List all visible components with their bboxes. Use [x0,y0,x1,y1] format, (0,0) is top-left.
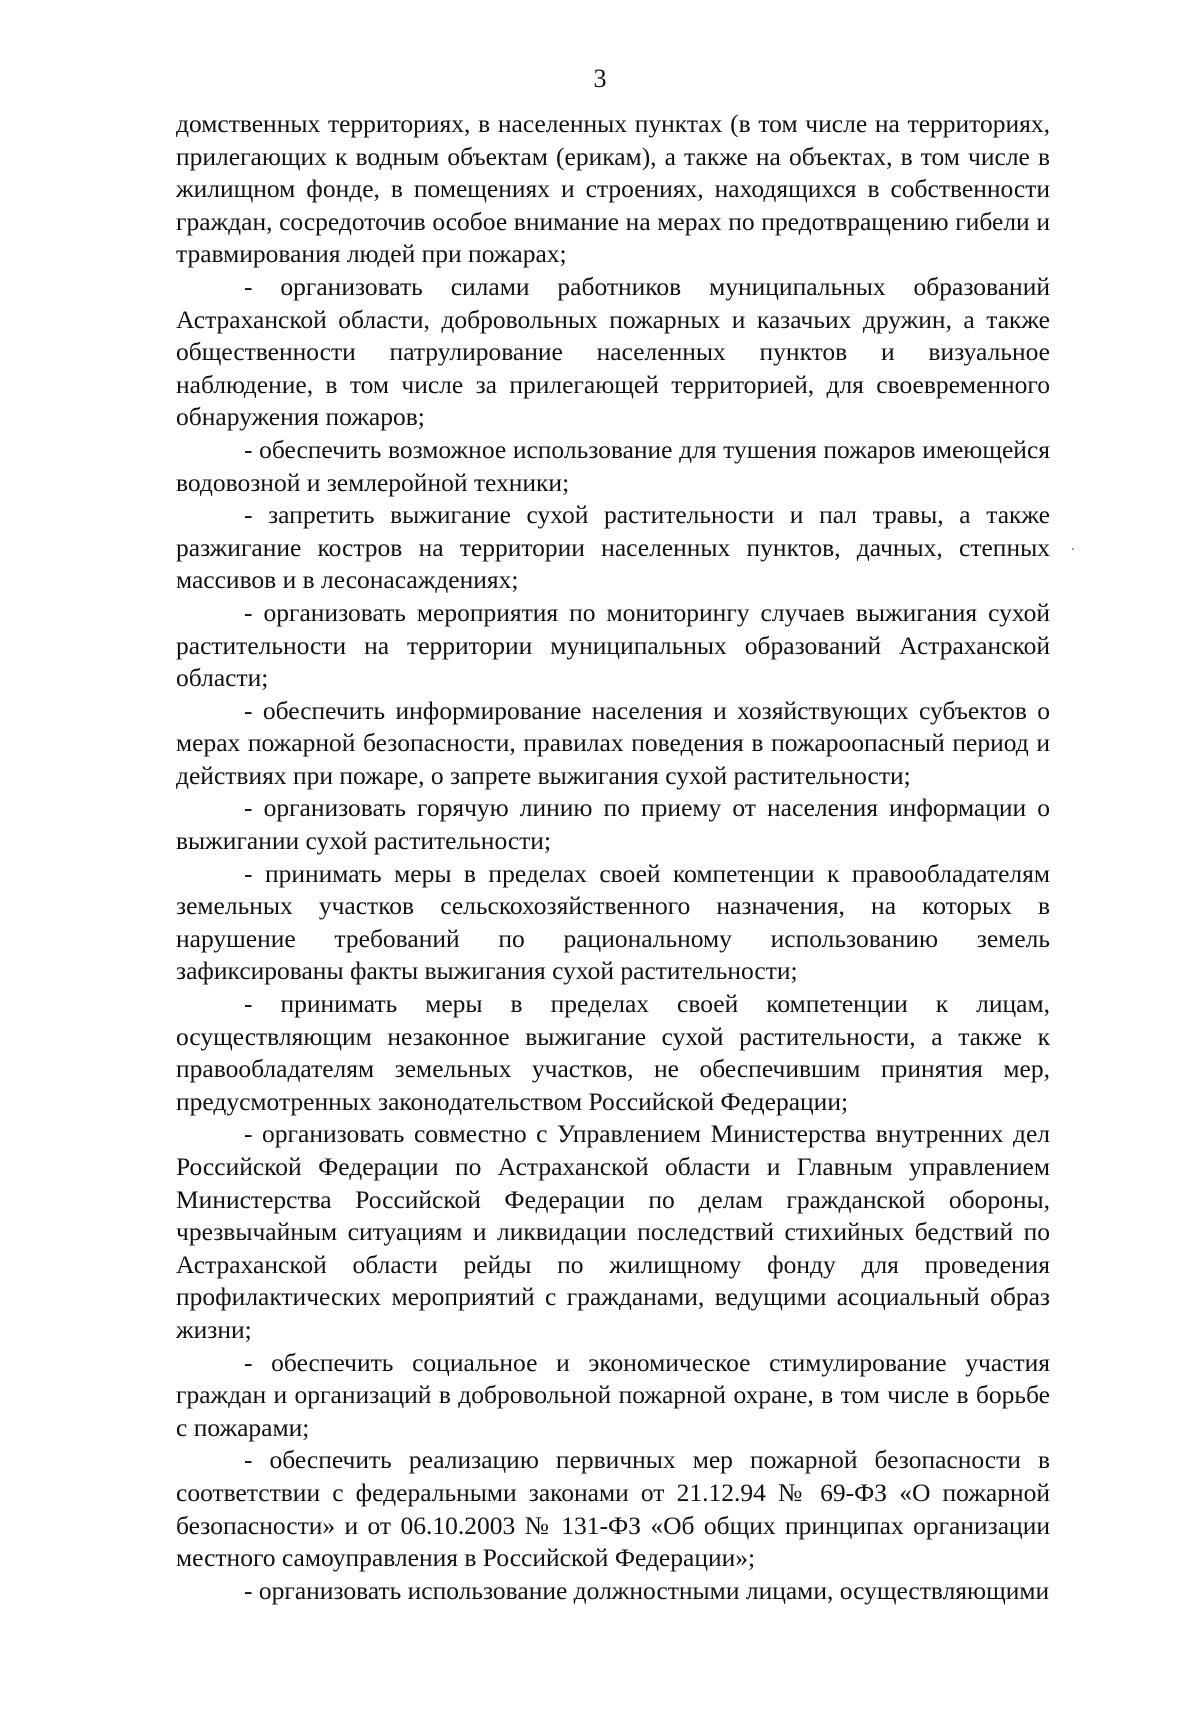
list-item: - обеспечить реализацию первичных мер пожарной безопасности в соответствии с федеральными законами от 21.12.94 № 69-ФЗ «О пожарной безопасности» и от 06.10.2003 № 131-ФЗ «Об общих принципах организации местного самоуправления в Российской Федерации»; [176,1445,1050,1573]
list-item: - принимать меры в пределах своей компетенции к правообладателям земельных участков сельскохозяйственного назначения, на которых в нарушение требований по рациональному использованию земель зафиксированы факты выжигания сухой растительности; [176,858,1050,986]
list-item: - организовать использование должностными лицами, осуществляющими [244,1575,1050,1605]
list-item: - принимать меры в пределах своей компетенции к лицам, осуществляющим незаконное выжигание сухой растительности, а также к правообладателям земельных участков, не обеспечившим принятия мер, предусмотренных законодательством Российской Федерации; [176,989,1050,1116]
list-item: - запретить выжигание сухой растительности и пал травы, а также разжигание костров на территории населенных пунктов, дачных, степных массивов и в лесонасаждениях; [176,500,1050,595]
list-item: - организовать совместно с Управлением Министерства внутренних дел Российской Федерации по Астраханской области и Главным управлением Министерства Российской Федерации по делам гражданской обороны, чрезвычайным ситуациям и ликвидации последствий стихийных бедствий по Астраханской области рейды по жилищному фонду для проведения профилактических мероприятий с гражданами, ведущими асоциальный образ жизни; [176,1119,1050,1344]
list-item: - организовать мероприятия по мониторингу случаев выжигания сухой растительности на территории муниципальных образований Астраханской области; [176,597,1050,693]
list-item: - организовать силами работников муниципальных образований Астраханской области, добровольных пожарных и казачьих дружин, а также общественности патрулирование населенных пунктов и визуальное наблюдение, в том числе за прилегающей территорией, для своевременного обнаружения пожаров; [176,271,1050,432]
list-item: - обеспечить возможное использование для тушения пожаров имеющейся водовозной и землеройной техники; [176,434,1050,497]
document-body [176,108,1050,1607]
scan-speck [1072,548,1074,550]
intro-paragraph: домственных территориях, в населенных пунктах (в том числе на территориях, прилегающих к водным объектам (ерикам), а также на объектах, в том числе в жилищном фонде, в помещениях и строениях, находящихся в собственности граждан, сосредоточив особое внимание на мерах по предотвращению гибели и травмирования людей при пожарах; [176,109,1050,269]
list-item: - обеспечить информирование населения и хозяйствующих субъектов о мерах пожарной безопасности, правилах поведения в пожароопасный период и действиях при пожаре, о запрете выжигания сухой растительности; [176,695,1050,790]
list-item: - обеспечить социальное и экономическое стимулирование участия граждан и организаций в добровольной пожарной охране, в том числе в борьбе с пожарами; [176,1347,1050,1442]
page-number: 3 [593,64,607,93]
list-item: - организовать горячую линию по приему от населения информации о выжигании сухой растительности; [176,793,1050,856]
